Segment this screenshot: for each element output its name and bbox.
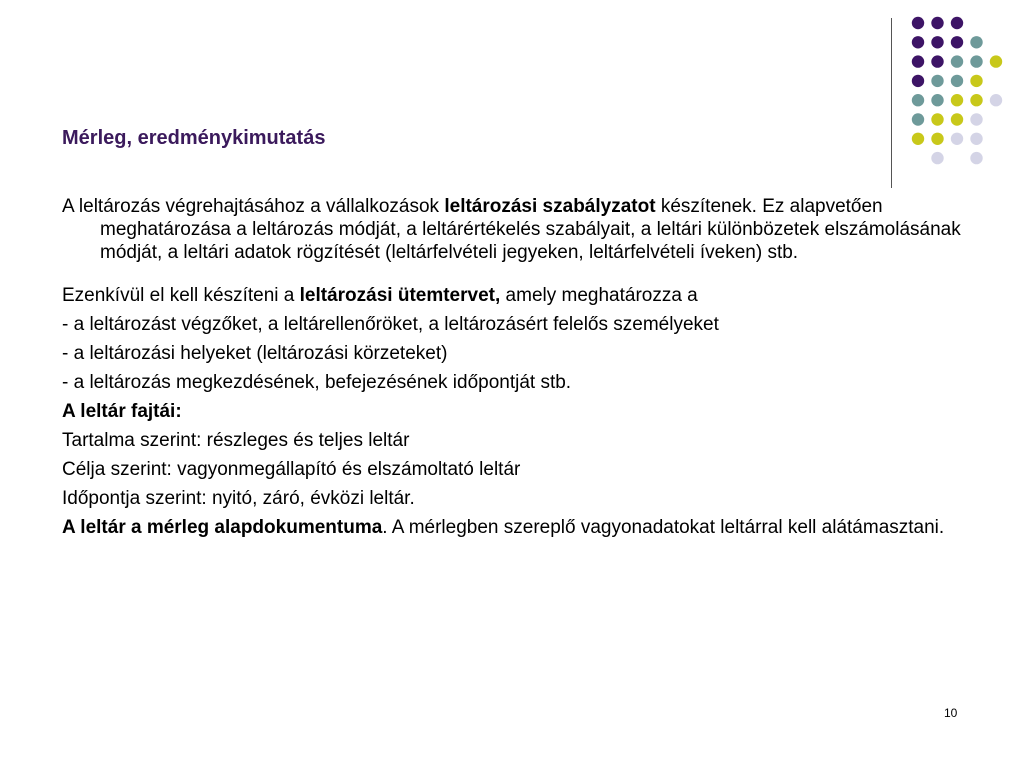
- decorative-dot: [931, 36, 943, 48]
- page-number: 10: [944, 706, 958, 720]
- slide-title: Mérleg, eredménykimutatás: [62, 127, 326, 149]
- bold-term: A leltár fajtái:: [62, 401, 182, 422]
- decorative-dot: [951, 55, 963, 67]
- vertical-divider: [891, 18, 892, 188]
- type-item: Tartalma szerint: részleges és teljes leltár: [62, 430, 410, 451]
- decorative-dot: [931, 113, 943, 125]
- paragraph-basis-document: [62, 516, 962, 539]
- decorative-dot: [970, 75, 982, 87]
- type-item: Célja szerint: vagyonmegállapító és elszámoltató leltár: [62, 459, 521, 480]
- decorative-dot: [970, 133, 982, 145]
- decorative-dot: [951, 75, 963, 87]
- bold-term: leltározási szabályzatot: [444, 196, 656, 217]
- decorative-dot: [931, 133, 943, 145]
- decorative-dot: [951, 113, 963, 125]
- bold-term: leltározási ütemtervet,: [299, 285, 501, 306]
- decorative-dot: [931, 55, 943, 67]
- paragraph-text: készítenek. Ez alapvetően meghatározása a leltározás módját, a leltárértékelés szabályait, a leltári különbözetek elszámolásának módját, a leltári adatok rögzítését (leltárfelvételi jegyeken, leltárfelvételi íveken) stb.: [100, 196, 961, 263]
- decorative-dot: [931, 17, 943, 29]
- paragraph-inventory-rules: [62, 195, 962, 264]
- dot-grid-decoration: [0, 0, 1024, 200]
- bold-term: A leltár a mérleg alapdokumentuma: [62, 517, 383, 538]
- decorative-dot: [990, 94, 1002, 106]
- decorative-dot: [970, 55, 982, 67]
- type-item: Időpontja szerint: nyitó, záró, évközi leltár.: [62, 488, 415, 509]
- decorative-dot: [970, 152, 982, 164]
- list-item: - a leltározás megkezdésének, befejezésének időpontját stb.: [62, 372, 572, 393]
- decorative-dot: [912, 75, 924, 87]
- paragraph-text: A leltározás végrehajtásához a vállalkozások: [62, 196, 445, 217]
- slide-body: [62, 195, 962, 539]
- decorative-dot: [951, 17, 963, 29]
- paragraph-text: Ezenkívül el kell készíteni a: [62, 285, 300, 306]
- decorative-dot: [990, 55, 1002, 67]
- decorative-dot: [912, 133, 924, 145]
- decorative-dot: [970, 113, 982, 125]
- decorative-dot: [931, 75, 943, 87]
- decorative-dot: [951, 36, 963, 48]
- decorative-dot: [912, 36, 924, 48]
- decorative-dot: [912, 17, 924, 29]
- decorative-dot: [912, 94, 924, 106]
- decorative-dot: [951, 94, 963, 106]
- types-heading: [62, 400, 962, 423]
- decorative-dot: [970, 36, 982, 48]
- list-item: - a leltározási helyeket (leltározási körzeteket): [62, 343, 448, 364]
- decorative-dot: [912, 55, 924, 67]
- decorative-dot: [931, 152, 943, 164]
- decorative-dot: [951, 133, 963, 145]
- paragraph-text: amely meghatározza a: [500, 285, 698, 306]
- paragraph-schedule: [62, 284, 962, 307]
- decorative-dot: [931, 94, 943, 106]
- paragraph-text: . A mérlegben szereplő vagyonadatokat leltárral kell alátámasztani.: [382, 517, 945, 538]
- decorative-dot: [970, 94, 982, 106]
- list-item: - a leltározást végzőket, a leltárellenőröket, a leltározásért felelős személyeket: [62, 314, 719, 335]
- decorative-dot: [912, 113, 924, 125]
